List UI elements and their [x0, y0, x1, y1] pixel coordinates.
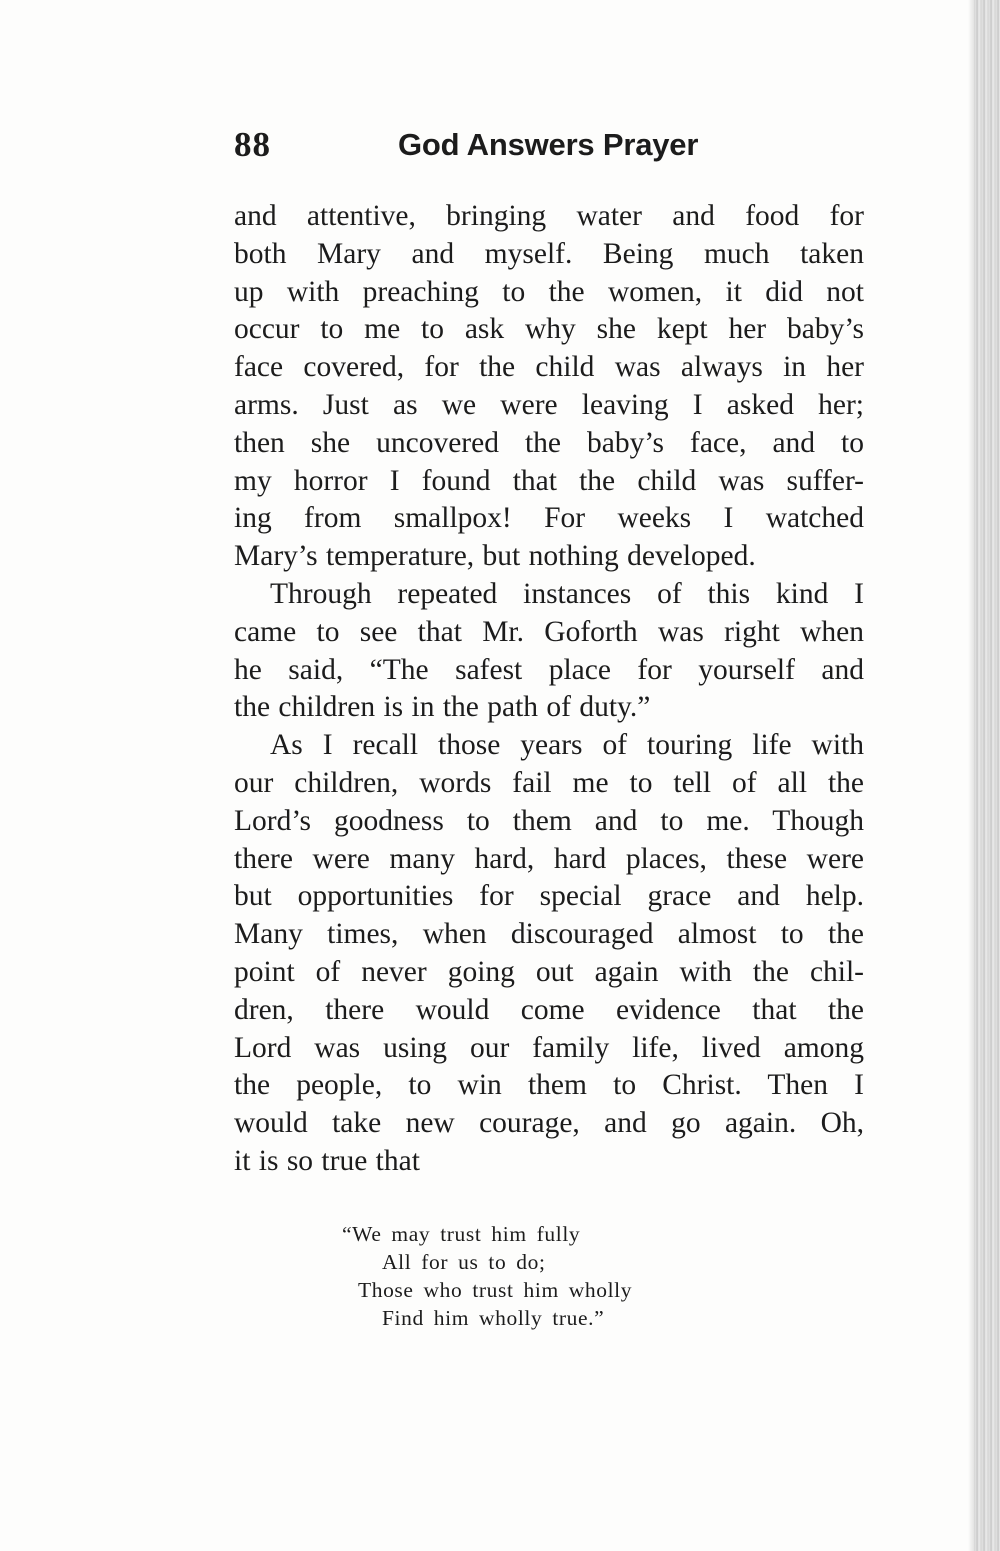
text-line: and attentive, bringing water and food for	[234, 200, 864, 232]
text-line: it is so true that	[234, 1144, 420, 1177]
text-line: Many times, when discouraged almost to the	[234, 918, 864, 951]
text-line: would take new courage, and go again. Oh,	[234, 1107, 864, 1140]
verse-line: Those who trust him wholly	[358, 1278, 633, 1302]
text-line: Lord was using our family life, lived among	[234, 1031, 864, 1064]
text-line: Mary’s temperature, but nothing developed.	[234, 540, 756, 573]
text-line: the people, to win them to Christ. Then I	[234, 1069, 864, 1102]
body-text	[234, 198, 864, 1181]
text-line: both Mary and myself. Being much taken	[234, 237, 864, 270]
text-line: Lord’s goodness to them and to me. Though	[234, 804, 864, 837]
page-edge	[974, 0, 1000, 1551]
paragraph-start-line: As I recall those years of touring life with	[270, 729, 864, 762]
text-line: came to see that Mr. Goforth was right when	[234, 615, 864, 648]
running-head	[234, 120, 714, 170]
text-line: the children is in the path of duty.”	[234, 691, 651, 724]
verse-quote	[342, 1220, 762, 1332]
text-line: face covered, for the child was always in her	[234, 351, 864, 384]
text-line: but opportunities for special grace and help.	[234, 880, 864, 913]
text-line: occur to me to ask why she kept her baby’s	[234, 313, 864, 346]
page-number: 88	[234, 125, 271, 164]
text-line: he said, “The safest place for yourself and	[234, 653, 864, 686]
text-line: dren, there would come evidence that the	[234, 993, 864, 1026]
text-line: up with preaching to the women, it did not	[234, 275, 864, 308]
text-line: there were many hard, hard places, these were	[234, 842, 864, 875]
text-line: ing from smallpox! For weeks I watched	[234, 502, 864, 535]
text-line: then she uncovered the baby’s face, and to	[234, 426, 864, 459]
text-line: arms. Just as we were leaving I asked her;	[234, 388, 864, 421]
paragraph-start-line: Through repeated instances of this kind I	[270, 577, 864, 610]
verse-line: Find him wholly true.”	[382, 1306, 605, 1330]
verse-line: “We may trust him fully	[342, 1222, 581, 1246]
verse-line: All for us to do;	[382, 1250, 546, 1274]
book-title: God Answers Prayer	[398, 127, 699, 162]
text-line: point of never going out again with the chil-	[234, 955, 864, 988]
text-line: our children, words fail me to tell of all the	[234, 766, 864, 799]
text-line: my horror I found that the child was suffer-	[234, 464, 864, 497]
